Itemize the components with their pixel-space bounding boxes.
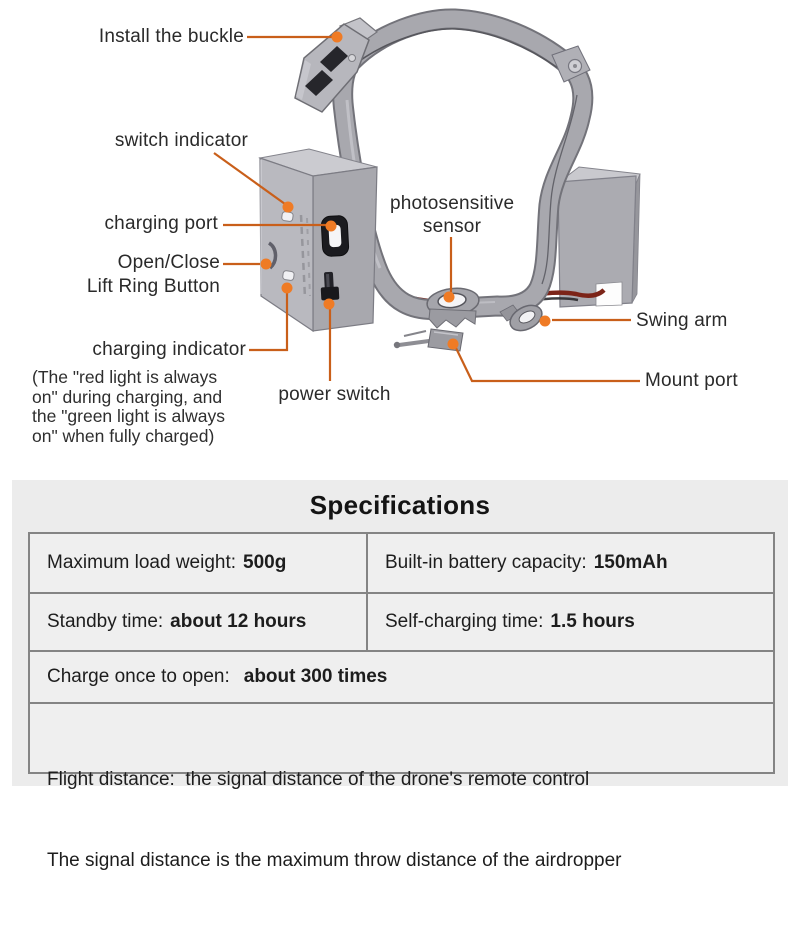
callout-dot-charging-port	[326, 221, 337, 232]
callout-dot-install-buckle	[332, 32, 343, 43]
spec-row-3	[30, 650, 773, 702]
callout-dot-mount-port	[448, 339, 459, 350]
label-mount-port: Mount port	[645, 370, 738, 391]
label-swing-arm: Swing arm	[636, 310, 728, 331]
charging-indicator-note	[32, 368, 277, 446]
label-charging-indicator: charging indicator	[92, 339, 246, 360]
spec-cell-max-load	[30, 534, 368, 592]
battery-box	[558, 167, 640, 307]
note-line: the "green light is always	[32, 406, 225, 426]
specifications-panel	[12, 480, 788, 871]
label-open-close	[30, 251, 220, 299]
label-power-switch: power switch	[278, 384, 391, 405]
spec-value: about 12 hours	[170, 611, 307, 632]
spec-flight-distance-line1: Flight distance: the signal distance of the drone's remote control	[47, 769, 590, 790]
spec-value: 150mAh	[593, 552, 668, 573]
charging-port-usb	[321, 215, 349, 256]
label-open-close-line2: Lift Ring Button	[86, 276, 220, 297]
callout-dot-charging-indicator	[282, 283, 293, 294]
callout-dot-open-close	[261, 259, 272, 270]
spec-row-2	[30, 592, 773, 650]
spec-cell-charge-open	[30, 652, 773, 702]
spec-label: Standby time:	[47, 611, 164, 632]
note-line: on" during charging, and	[32, 386, 223, 407]
callout-dot-swing-arm	[540, 316, 551, 327]
ring-clamp	[343, 19, 583, 310]
label-switch-indicator: switch indicator	[114, 130, 248, 151]
callout-line-mount-port	[456, 348, 640, 381]
label-photosensitive-line1: photosensitive	[390, 193, 515, 214]
specifications-title: Specifications	[309, 490, 491, 520]
note-line: (The "red light is always	[32, 367, 218, 387]
callout-dot-switch-indicator	[283, 202, 294, 213]
spec-value: 500g	[243, 552, 287, 573]
spec-label: Maximum load weight:	[47, 552, 237, 573]
spec-cell-flight-distance	[30, 704, 773, 871]
spec-label: Built-in battery capacity:	[385, 552, 587, 573]
charging-indicator-led	[282, 270, 294, 280]
spec-cell-battery-capacity	[368, 534, 773, 592]
label-charging-port: charging port	[104, 213, 218, 234]
spec-cell-standby-time	[30, 594, 368, 650]
spec-cell-self-charging	[368, 594, 773, 650]
callout-dot-power-switch	[324, 299, 335, 310]
label-open-close-line1: Open/Close	[117, 252, 220, 273]
control-module-box	[260, 149, 377, 331]
spec-flight-distance-line2: The signal distance is the maximum throw distance of the airdropper	[47, 850, 622, 871]
specifications-table	[28, 532, 775, 871]
spec-row-1	[30, 534, 773, 592]
spec-row-4	[30, 702, 773, 871]
callout-dot-photosensitive	[444, 292, 455, 303]
note-line: on" when fully charged)	[32, 425, 215, 446]
spec-label: Self-charging time:	[385, 611, 544, 632]
switch-indicator-led	[281, 211, 293, 221]
photosensitive-sensor-part	[426, 286, 481, 328]
spec-value: 1.5 hours	[550, 611, 635, 632]
spec-value: about 300 times	[243, 666, 388, 687]
label-photosensitive-sensor	[390, 192, 514, 238]
spec-label: Charge once to open:	[47, 666, 230, 687]
label-photosensitive-line2: sensor	[422, 216, 482, 237]
label-install-buckle: Install the buckle	[98, 26, 244, 47]
